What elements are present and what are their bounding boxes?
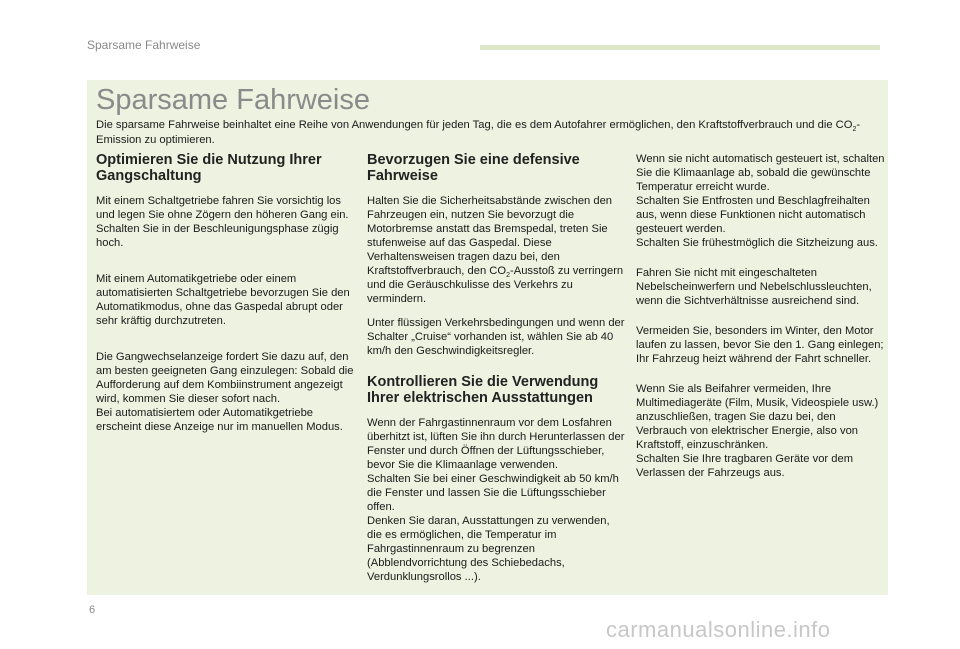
para-safety-distance-b: -Ausstoß zu verringern und die Geräuschkulisse des Verkehrs zu vermindern.: [367, 265, 624, 305]
para-air-conditioning-b: Schalten Sie Entfrosten und Beschlagfreihalten aus, wenn diese Funktionen nicht automatisch gesteuert werden.: [636, 195, 870, 235]
page-title: Sparsame Fahrweise: [96, 84, 370, 116]
para-cruise-control: Unter flüssigen Verkehrsbedingungen und wenn der Schalter „Cruise“ vorhanden ist, wählen Sie ab 40 km/h den Geschwindigkeitsregler.: [367, 317, 625, 357]
para-fog-lamps: Fahren Sie nicht mit eingeschalteten Nebelscheinwerfern und Nebelschlussleuchten, wenn die Sichtverhältnisse ausreichend sind.: [636, 267, 872, 307]
co2-subscript: 2: [506, 272, 510, 280]
para-safety-distance-a: Halten Sie die Sicherheitsabstände zwischen den Fahrzeugen ein, nutzen Sie bevorzugt die Motorbremse anstatt das Bremspedal, treten Sie stufenweise auf das Gaspedal. Diese Verhaltensweisen tragen dazu bei, den Kraftstoffverbrauch, den CO: [367, 195, 613, 277]
para-ventilation-b: Schalten Sie bei einer Geschwindigkeit ab 50 km/h die Fenster und lassen Sie die Lüftungsschieber offen.: [367, 473, 619, 513]
heading-defensive-driving: Bevorzugen Sie eine defensive Fahrweise: [367, 152, 580, 184]
para-multimedia: [636, 382, 886, 480]
header-accent-bar: [480, 45, 880, 50]
heading-gearshift: Optimieren Sie die Nutzung Ihrer Gangschaltung: [96, 152, 322, 184]
page-number: 6: [89, 604, 96, 616]
para-multimedia-b: Schalten Sie Ihre tragbaren Geräte vor dem Verlassen der Fahrzeugs aus.: [636, 453, 854, 479]
para-air-conditioning-c: Schalten Sie frühestmöglich die Sitzheizung aus.: [636, 237, 878, 249]
para-multimedia-a: Wenn Sie als Beifahrer vermeiden, Ihre Multimediageräte (Film, Musik, Videospiele usw.) anzuschließen, tragen Sie dazu bei, den Verbrauch von elektrischer Energie, also von Kraftstoff, einzuschränken.: [636, 383, 879, 451]
para-ventilation: [367, 416, 627, 584]
para-gear-indicator-a: Die Gangwechselanzeige fordert Sie dazu auf, den am besten geeigneten Gang einzulegen: Sobald die Aufforderung auf dem Kombiinstrument angezeigt wird, kommen Sie dieser sofort nach.: [96, 351, 354, 405]
para-air-conditioning: [636, 152, 886, 250]
intro-subscript: 2: [852, 126, 857, 134]
intro-text: Die sparsame Fahrweise beinhaltet eine Reihe von Anwendungen für jeden Tag, die es dem Autofahrer ermöglichen, den Kraftstoffverbrauch und die CO: [96, 119, 853, 131]
para-gear-indicator-b: Bei automatisiertem oder Automatikgetriebe erscheint diese Anzeige nur im manuellen Modus.: [96, 407, 343, 433]
watermark: carmanualsonline.info: [606, 617, 831, 642]
para-safety-distance: [367, 194, 627, 306]
para-manual-gearbox: Mit einem Schaltgetriebe fahren Sie vorsichtig los und legen Sie ohne Zögern den höheren Gang ein. Schalten Sie in der Beschleunigungsphase zügig hoch.: [96, 195, 349, 249]
para-air-conditioning-a: Wenn sie nicht automatisch gesteuert ist, schalten Sie die Klimaanlage ab, sobald die gewünschte Temperatur erreicht wurde.: [636, 153, 885, 193]
para-gear-indicator: [96, 350, 354, 434]
column-defensive-driving: [367, 152, 627, 594]
column-gearshift: [96, 152, 354, 444]
para-ventilation-c: Denken Sie daran, Ausstattungen zu verwenden, die es ermöglichen, die Temperatur im Fahrgastinnenraum zu begrenzen (Abblendvorrichtung des Schiebedachs, Verdunklungsrollos ...).: [367, 515, 610, 583]
heading-electrical-equipment: Kontrollieren Sie die Verwendung Ihrer elektrischen Ausstattungen: [367, 374, 599, 406]
para-engine-warmup: Vermeiden Sie, besonders im Winter, den Motor laufen zu lassen, bevor Sie den 1. Gang einlegen; Ihr Fahrzeug heizt während der Fahrt schneller.: [636, 325, 884, 365]
column-equipment-tips: [636, 152, 886, 490]
intro-paragraph: [96, 118, 881, 147]
intro-text-end: -Emission zu optimieren.: [96, 119, 861, 146]
para-ventilation-a: Wenn der Fahrgastinnenraum vor dem Losfahren überhitzt ist, lüften Sie ihn durch Herunterlassen der Fenster und durch Öffnen der Lüftungsschieber, bevor Sie die Klimaanlage verwenden.: [367, 417, 625, 471]
para-automatic-gearbox: Mit einem Automatikgetriebe oder einem automatisierten Schaltgetriebe bevorzugen Sie den Automatikmodus, ohne das Gaspedal abrupt oder sehr kräftig durchzutreten.: [96, 273, 350, 327]
running-header: Sparsame Fahrweise: [87, 38, 201, 52]
